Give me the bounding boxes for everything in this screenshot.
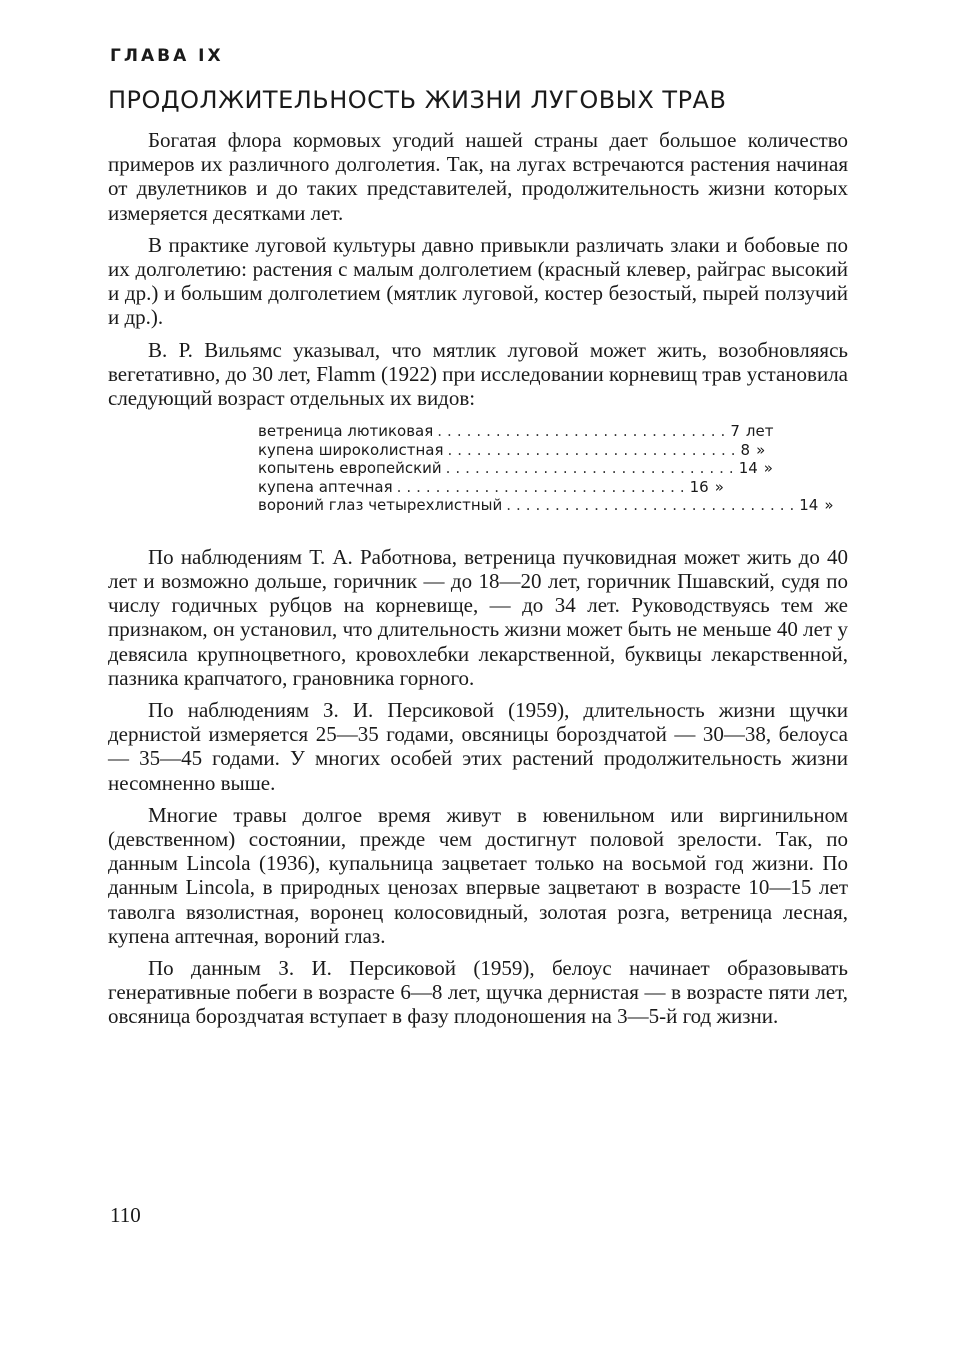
- species-row: [258, 477, 724, 497]
- page-number: 110: [110, 1203, 141, 1227]
- species-unit: »: [756, 440, 766, 459]
- paragraph: Богатая флора кормовых угодий нашей страны дает большое количество примеров их различного долголетия. Так, на лугах встречаются растения начиная от двулетников и до таких представителей, продолжительность жизни которых измеряется десятками лет.: [108, 128, 848, 225]
- species-age: 7: [730, 422, 740, 441]
- chapter-title: ПРОДОЛЖИТЕЛЬНОСТЬ ЖИЗНИ ЛУГОВЫХ ТРАВ: [108, 86, 727, 114]
- chapter-heading: ГЛАВА IX: [110, 46, 224, 66]
- species-age-list: [258, 422, 834, 515]
- paragraph: В. Р. Вильямс указывал, что мятлик луговой может жить, возобновляясь вегетативно, до 30 лет, Flamm (1922) при исследовании корневищ трав установила следующий возраст отдельных их видов:: [108, 337, 848, 411]
- species-unit: »: [714, 477, 724, 496]
- species-age: 14: [738, 459, 758, 478]
- species-row: [258, 440, 766, 460]
- species-name: вороний глаз четырехлистный: [258, 496, 503, 515]
- species-unit: лет: [745, 422, 774, 441]
- species-name: купена аптечная: [258, 477, 393, 496]
- species-name: купена широколистная: [258, 440, 444, 459]
- paragraph: По данным З. И. Персиковой (1959), белоус начинает образовывать генеративные побеги в возрасте 6—8 лет, щучка дернистая — в возрасте пяти лет, овсяница бороздчатая вступает в фазу плодоношения на 3—5-й год жизни.: [108, 955, 848, 1029]
- species-row: [258, 422, 774, 441]
- leader-dots: ..............................: [445, 459, 739, 478]
- species-age: 16: [689, 477, 709, 496]
- paragraph: По наблюдениям Т. А. Работнова, ветреница пучковидная может жить до 40 лет и возможно дольше, горичник — до 18—20 лет, горичник Пшавский, судя по числу годичных рубцов на корневище, — до 34 лет. Руководствуясь тем же признаком, он установил, что длительность жизни может быть не меньше 40 лет у девясила крупноцветного, кровохлебки лекарственной, буквицы лекарственной, пазника крапчатого, грановника горного.: [108, 544, 848, 690]
- book-page: [108, 40, 848, 1037]
- paragraph: Многие травы долгое время живут в ювенильном или виргинильном (девственном) состоянии, прежде чем достигнут половой зрелости. Так, по данным Lincola (1936), купальница зацветает только на восьмой год жизни. По данным Lincola, в природных ценозах впервые зацветают в возрасте 10—15 лет таволга вязолистная, воронец колосовидный, золотая розга, ветреница лесная, купена аптечная, вороний глаз.: [108, 802, 848, 948]
- species-row: [258, 459, 773, 478]
- species-age: 8: [740, 440, 751, 459]
- leader-dots: ..............................: [447, 440, 741, 459]
- species-row: [258, 496, 834, 515]
- paragraph: По наблюдениям З. И. Персиковой (1959), длительность жизни щучки дернистой измеряется 25—35 годами, овсяницы бороздчатой — 30—38, белоуса — 35—45 годами. У многих особей этих растений продолжительность жизни несомненно выше.: [108, 697, 848, 795]
- species-name: копытень европейский: [258, 459, 442, 478]
- leader-dots: ..............................: [396, 477, 690, 496]
- species-name: ветреница лютиковая: [258, 422, 434, 441]
- species-age: 14: [799, 496, 819, 515]
- species-unit: »: [763, 459, 773, 478]
- paragraph: В практике луговой культуры давно привыкли различать злаки и бобовые по их долголетию: растения с малым долголетием (красный клевер, райграс высокий и др.) и большим долголетием (мятлик луговой, костер безостый, пырей ползучий и др.).: [108, 232, 848, 330]
- leader-dots: ..............................: [506, 496, 800, 515]
- leader-dots: ..............................: [437, 422, 731, 441]
- species-unit: »: [824, 496, 834, 515]
